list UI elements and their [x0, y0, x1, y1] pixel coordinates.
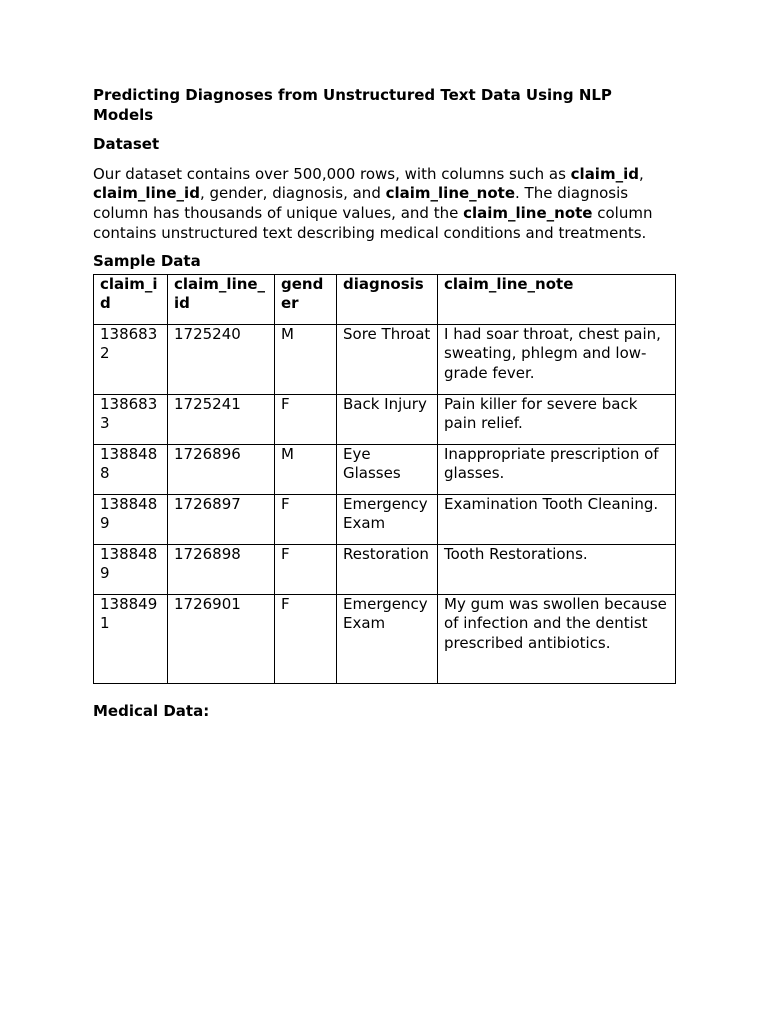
cell-gender: F — [275, 544, 337, 594]
paragraph-text: . The diagnosis column has thousands of unique values, and the — [93, 184, 629, 222]
header-claim-line-id: claim_line_id — [168, 274, 275, 324]
cell-diagnosis: Emergency Exam — [337, 494, 438, 544]
cell-claim-id: 1388488 — [94, 444, 168, 494]
table-row — [94, 544, 676, 594]
bold-column-claim-line-note: claim_line_note — [385, 184, 515, 203]
bold-column-claim-id: claim_id — [570, 164, 639, 183]
cell-claim-line-note: Inappropriate prescription of glasses. — [438, 444, 676, 494]
header-claim-line-note: claim_line_note — [438, 274, 676, 324]
header-claim-id: claim_id — [94, 274, 168, 324]
medical-data-heading: Medical Data: — [93, 701, 210, 720]
cell-claim-line-id: 1726901 — [168, 594, 275, 683]
sample-data-heading: Sample Data — [93, 252, 201, 271]
cell-claim-line-id: 1725240 — [168, 324, 275, 394]
cell-diagnosis: Sore Throat — [337, 324, 438, 394]
paragraph-text: , — [638, 164, 644, 183]
cell-claim-id: 1386832 — [94, 324, 168, 394]
paragraph-text: column contains unstructured text describing medical conditions and treatments. — [93, 203, 653, 242]
sample-data-table — [93, 274, 676, 684]
cell-claim-id: 1388489 — [94, 544, 168, 594]
document-page — [93, 86, 675, 721]
cell-claim-id: 1386833 — [94, 394, 168, 444]
cell-diagnosis: Eye Glasses — [337, 444, 438, 494]
cell-claim-line-id: 1726896 — [168, 444, 275, 494]
cell-claim-line-note: Tooth Restorations. — [438, 544, 676, 594]
cell-claim-line-note: Pain killer for severe back pain relief. — [438, 394, 676, 444]
table-header-row — [94, 274, 676, 324]
bold-column-claim-line-note: claim_line_note — [463, 203, 593, 222]
cell-diagnosis: Emergency Exam — [337, 594, 438, 683]
bold-column-claim-line-id: claim_line_id — [93, 184, 200, 203]
cell-gender: F — [275, 394, 337, 444]
table-row — [94, 324, 676, 394]
cell-claim-line-note: My gum was swollen because of infection and the dentist prescribed antibiotics. — [438, 594, 676, 683]
cell-claim-line-note: Examination Tooth Cleaning. — [438, 494, 676, 544]
paragraph-text: Our dataset contains over 500,000 rows, with columns such as — [93, 164, 571, 183]
cell-claim-line-id: 1726897 — [168, 494, 275, 544]
cell-claim-line-id: 1726898 — [168, 544, 275, 594]
table-row — [94, 494, 676, 544]
cell-diagnosis: Restoration — [337, 544, 438, 594]
cell-gender: F — [275, 494, 337, 544]
header-gender: gender — [275, 274, 337, 324]
cell-diagnosis: Back Injury — [337, 394, 438, 444]
cell-claim-line-note: I had soar throat, chest pain, sweating, phlegm and low-grade fever. — [438, 324, 676, 394]
cell-gender: F — [275, 594, 337, 683]
document-title: Predicting Diagnoses from Unstructured Text Data Using NLP Models — [93, 86, 612, 124]
cell-claim-line-id: 1725241 — [168, 394, 275, 444]
table-row — [94, 594, 676, 683]
dataset-heading: Dataset — [93, 135, 160, 154]
cell-claim-id: 1388491 — [94, 594, 168, 683]
header-diagnosis: diagnosis — [337, 274, 438, 324]
cell-claim-id: 1388489 — [94, 494, 168, 544]
cell-gender: M — [275, 444, 337, 494]
table-row — [94, 394, 676, 444]
dataset-paragraph — [93, 165, 675, 243]
paragraph-text: , gender, diagnosis, and — [199, 184, 386, 203]
table-row — [94, 444, 676, 494]
cell-gender: M — [275, 324, 337, 394]
